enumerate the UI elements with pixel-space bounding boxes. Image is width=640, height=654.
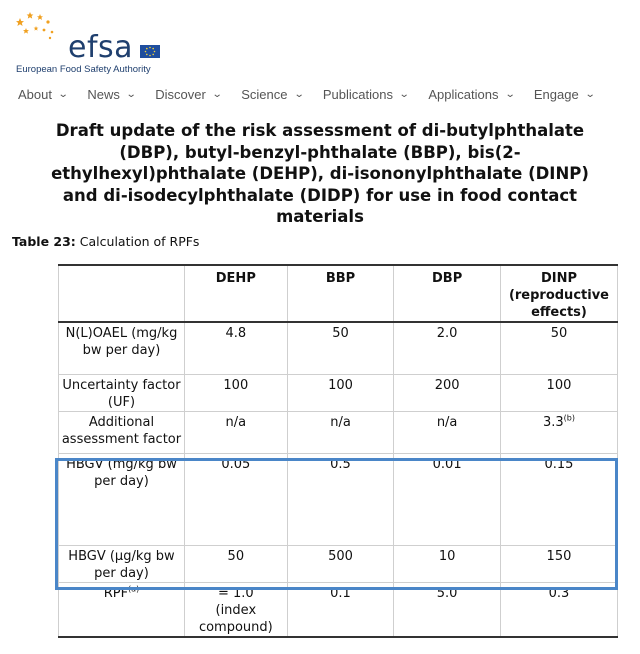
nav-item-label: Science (241, 87, 288, 102)
logo-subtitle: European Food Safety Authority (16, 64, 151, 75)
table-cell: 50 (287, 322, 394, 374)
table-cell: 0.3 (500, 582, 617, 637)
logo-wordmark: efsa (68, 30, 134, 65)
table-row (59, 453, 618, 545)
chevron-down-icon: ⌄ (293, 89, 305, 100)
table-cell: 10 (394, 545, 501, 582)
table-cell: n/a (394, 411, 501, 453)
table-cell: 5.0 (394, 582, 501, 637)
title-line: and di-isodecylphthalate (DIDP) for use in food contact (62, 185, 578, 205)
table-row (59, 582, 618, 637)
nav-item-label: Publications (322, 87, 393, 102)
table-cell: 500 (287, 545, 394, 582)
row-label: N(L)OAEL (mg/kg bw per day) (59, 322, 185, 374)
table-cell: = 1.0 (index compound) (184, 582, 287, 637)
table-header-cell: DINP (reproductive effects) (500, 265, 617, 322)
efsa-logo[interactable] (14, 6, 174, 75)
chevron-down-icon: ⌄ (584, 89, 596, 100)
footnote-marker: (b) (563, 413, 575, 423)
table-cell: 100 (287, 374, 394, 411)
nav-item-publications[interactable] (323, 87, 409, 102)
table-cell (500, 411, 617, 453)
table-cell: 4.8 (184, 322, 287, 374)
table-row (59, 322, 618, 374)
table-row (59, 545, 618, 582)
row-label-text: RPF (103, 585, 129, 601)
table-header-cell: DBP (394, 265, 501, 322)
table-header-cell: BBP (287, 265, 394, 322)
chevron-down-icon: ⌄ (398, 89, 410, 100)
table-caption (12, 234, 199, 249)
table-cell: 0.15 (500, 453, 617, 545)
table-caption-label: Table 23: (12, 234, 76, 249)
row-label: HBGV (µg/kg bw per day) (59, 545, 185, 582)
table-cell: 100 (500, 374, 617, 411)
chevron-down-icon: ⌄ (57, 89, 69, 100)
document-title (40, 120, 600, 228)
table-header-cell (59, 265, 185, 322)
chevron-down-icon: ⌄ (211, 89, 223, 100)
footnote-marker: (a) (128, 584, 140, 594)
table-row (59, 411, 618, 453)
table-header-cell: DEHP (184, 265, 287, 322)
title-line: ethylhexyl)phthalate (DEHP), di-isononylphthalate (DINP) (51, 164, 589, 183)
nav-item-label: Applications (428, 87, 499, 102)
nav-item-applications[interactable] (428, 87, 514, 102)
nav-item-news[interactable] (87, 87, 135, 102)
table-header-row (59, 265, 618, 322)
row-label: HBGV (mg/kg bw per day) (59, 453, 185, 545)
table-cell: 0.01 (394, 453, 501, 545)
title-line: Draft update of the risk assessment of di-butylphthalate (55, 121, 585, 140)
table-cell: n/a (287, 411, 394, 453)
nav-item-label: Discover (155, 87, 206, 102)
rpf-table (58, 264, 618, 638)
table-row (59, 374, 618, 411)
nav-item-engage[interactable] (534, 87, 594, 102)
table-cell: 2.0 (394, 322, 501, 374)
table-caption-text: Calculation of RPFs (75, 234, 200, 249)
table-cell: 200 (394, 374, 501, 411)
table-cell: 50 (500, 322, 617, 374)
table-cell: 0.05 (184, 453, 287, 545)
cell-value: 3.3 (542, 414, 564, 430)
table-cell: n/a (184, 411, 287, 453)
title-line: (DBP), butyl-benzyl-phthalate (BBP), bis(2- (119, 142, 521, 162)
row-label (59, 582, 185, 637)
nav-item-science[interactable] (241, 87, 303, 102)
title-line: materials (276, 207, 364, 226)
row-label: Uncertainty factor (UF) (59, 374, 185, 411)
table-cell: 0.5 (287, 453, 394, 545)
table-cell: 50 (184, 545, 287, 582)
chevron-down-icon: ⌄ (125, 89, 137, 100)
table-cell: 100 (184, 374, 287, 411)
nav-item-label: Engage (533, 87, 579, 102)
nav-item-label: News (87, 87, 120, 102)
table-cell: 0.1 (287, 582, 394, 637)
row-label: Additional assessment factor (59, 411, 185, 453)
eu-flag-icon (140, 45, 160, 58)
nav-item-discover[interactable] (155, 87, 221, 102)
chevron-down-icon: ⌄ (504, 89, 516, 100)
table-cell: 150 (500, 545, 617, 582)
nav-item-about[interactable] (18, 87, 67, 102)
main-nav (18, 87, 614, 102)
nav-item-label: About (18, 87, 52, 102)
